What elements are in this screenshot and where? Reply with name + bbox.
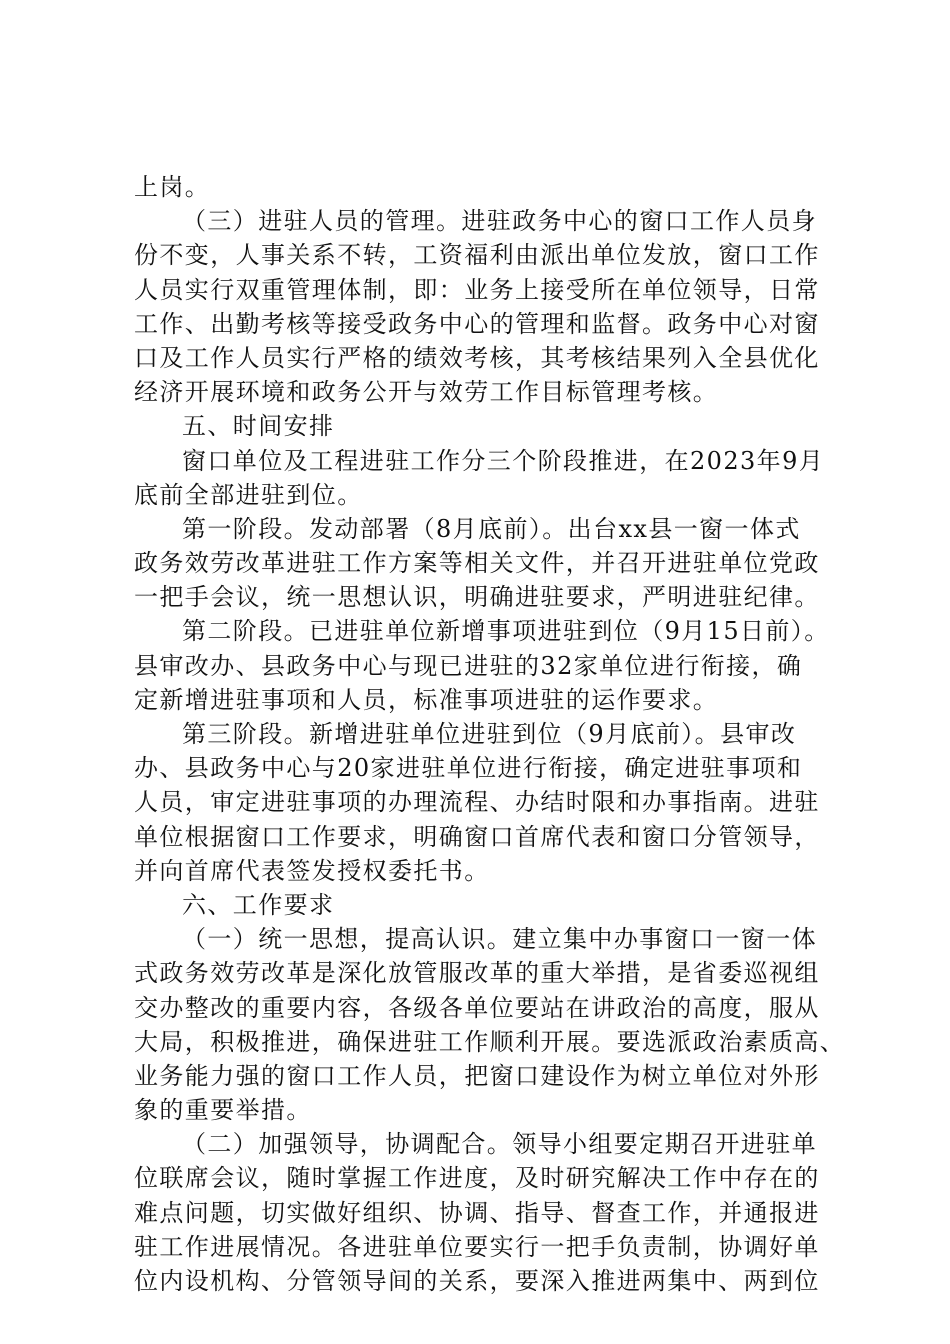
text-line: 第一阶段。发动部署（8月底前）。出台xx县一窗一体式: [182, 514, 801, 543]
text-line: 交办整改的重要内容，各级各单位要站在讲政治的高度，服从: [134, 993, 820, 1022]
text-line: 式政务效劳改革是深化放管服改革的重大举措，是省委巡视组: [134, 959, 820, 988]
text-line: 窗口单位及工程进驻工作分三个阶段推进，在2023年9月: [182, 446, 825, 475]
text-line: 经济开展环境和政务公开与效劳工作目标管理考核。: [134, 378, 719, 407]
text-line: 位联席会议，随时掌握工作进度，及时研究解决工作中存在的: [134, 1164, 820, 1193]
text-line: 政务效劳改革进驻工作方案等相关文件，并召开进驻单位党政: [134, 549, 820, 578]
text-line: 办、县政务中心与20家进驻单位进行衔接，确定进驻事项和: [134, 754, 803, 783]
text-line: 人员实行双重管理体制，即：业务上接受所在单位领导，日常: [134, 275, 820, 304]
text-line: 份不变，人事关系不转，工资福利由派出单位发放，窗口工作: [134, 241, 820, 270]
text-line: （三）进驻人员的管理。进驻政务中心的窗口工作人员身: [182, 207, 817, 236]
document-body: [134, 170, 846, 1298]
text-line: 单位根据窗口工作要求，明确窗口首席代表和窗口分管领导，: [134, 822, 820, 851]
text-line: 驻工作进展情况。各进驻单位要实行一把手负责制，协调好单: [134, 1232, 820, 1261]
text-line: 一把手会议，统一思想认识，明确进驻要求，严明进驻纪律。: [134, 583, 820, 612]
text-line: 上岗。: [134, 173, 211, 201]
text-line: （一）统一思想，提高认识。建立集中办事窗口一窗一体: [182, 925, 817, 954]
text-line: 五、时间安排: [182, 412, 335, 441]
text-line: 县审改办、县政务中心与现已进驻的32家单位进行衔接，确: [134, 651, 803, 680]
text-line: （二）加强领导，协调配合。领导小组要定期召开进驻单: [182, 1130, 817, 1159]
text-line: 并向首席代表签发授权委托书。: [134, 856, 490, 885]
text-line: 定新增进驻事项和人员，标准事项进驻的运作要求。: [134, 685, 719, 714]
text-line: 难点问题，切实做好组织、协调、指导、督查工作，并通报进: [134, 1198, 820, 1227]
text-line: 位内设机构、分管领导间的关系，要深入推进两集中、两到位: [134, 1267, 820, 1295]
text-line: 工作、出勤考核等接受政务中心的管理和监督。政务中心对窗: [134, 309, 820, 338]
text-line: 口及工作人员实行严格的绩效考核，其考核结果列入全县优化: [134, 343, 820, 372]
text-line: 大局，积极推进，确保进驻工作顺利开展。要选派政治素质高、: [134, 1027, 846, 1056]
text-line: 第二阶段。已进驻单位新增事项进驻到位（9月15日前）。: [182, 617, 830, 646]
text-line: 象的重要举措。: [134, 1096, 312, 1125]
text-line: 底前全部进驻到位。: [134, 480, 363, 509]
text-line: 第三阶段。新增进驻单位进驻到位（9月底前）。县审改: [182, 720, 797, 748]
text-line: 人员，审定进驻事项的办理流程、办结时限和办事指南。进驻: [134, 788, 820, 817]
text-line: 六、工作要求: [182, 890, 335, 919]
text-line: 业务能力强的窗口工作人员，把窗口建设作为树立单位对外形: [134, 1061, 820, 1090]
